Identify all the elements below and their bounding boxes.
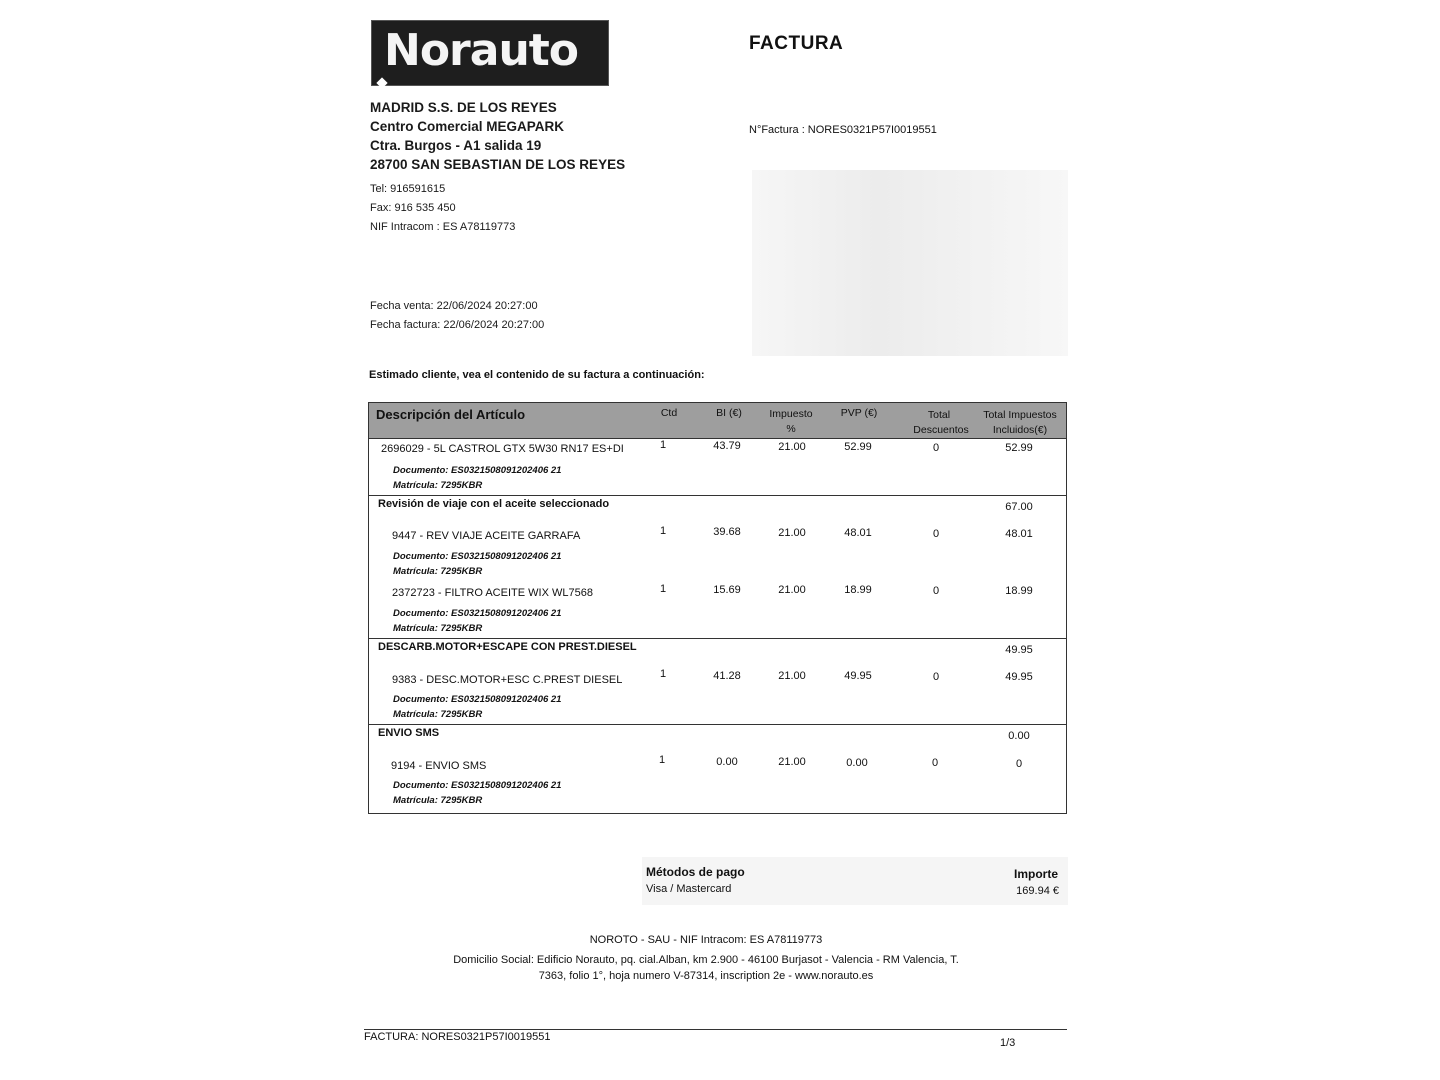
item-total: 48.01	[1005, 528, 1033, 540]
item-total: 49.95	[1005, 671, 1033, 683]
item-documento: Documento: ES0321508091202406 21	[393, 694, 562, 705]
item-tax: 21.00	[778, 527, 806, 539]
item-matricula: Matrícula: 7295KBR	[393, 795, 483, 806]
payment-block	[642, 857, 1068, 905]
logo-text: Norauto	[384, 25, 579, 76]
item-bi: 41.28	[713, 670, 741, 682]
footer-invoice-ref: FACTURA: NORES0321P57I0019551	[364, 1031, 551, 1043]
header-total-2: Incluidos(€)	[992, 424, 1048, 436]
norauto-logo	[371, 20, 609, 86]
intro-text: Estimado cliente, vea el contenido de su factura a continuación:	[369, 369, 705, 381]
invoice-date: Fecha factura: 22/06/2024 20:27:00	[370, 319, 545, 331]
store-address-line: Ctra. Burgos - A1 salida 19	[370, 138, 542, 153]
store-tel: Tel: 916591615	[370, 183, 446, 195]
item-documento: Documento: ES0321508091202406 21	[393, 780, 562, 791]
footer-company: NOROTO - SAU - NIF Intracom: ES A78119773	[589, 934, 823, 946]
item-description: 2372723 - FILTRO ACEITE WIX WL7568	[392, 587, 593, 599]
item-pvp: 18.99	[844, 584, 872, 596]
page-number: 1/3	[1000, 1037, 1016, 1049]
store-fax: Fax: 916 535 450	[370, 202, 456, 214]
item-pvp: 49.95	[844, 670, 872, 682]
table-header	[369, 403, 1066, 439]
item-qty: 1	[659, 668, 667, 680]
item-discount: 0	[932, 528, 940, 540]
payment-method: Visa / Mastercard	[646, 883, 732, 895]
document-title: FACTURA	[749, 33, 844, 54]
header-discounts-2: Descuentos	[913, 424, 969, 436]
item-matricula: Matrícula: 7295KBR	[393, 566, 483, 577]
redacted-customer-block	[752, 170, 1068, 356]
group-total: 67.00	[1005, 501, 1033, 513]
header-total: Total Impuestos	[983, 409, 1057, 421]
row-divider	[369, 638, 1066, 639]
group-total: 0.00	[1008, 730, 1030, 742]
item-qty: 1	[659, 439, 667, 451]
payment-methods-label: Métodos de pago	[646, 865, 745, 879]
items-table	[368, 402, 1067, 814]
item-total: 18.99	[1005, 585, 1033, 597]
logo-mark-icon	[376, 77, 387, 88]
sale-date: Fecha venta: 22/06/2024 20:27:00	[370, 300, 538, 312]
item-qty: 1	[658, 754, 666, 766]
item-matricula: Matrícula: 7295KBR	[393, 623, 483, 634]
item-bi: 43.79	[713, 440, 741, 452]
store-address-line: Centro Comercial MEGAPARK	[370, 119, 565, 134]
item-description: 9447 - REV VIAJE ACEITE GARRAFA	[392, 530, 581, 542]
item-discount: 0	[932, 442, 940, 454]
item-pvp: 48.01	[844, 527, 872, 539]
item-qty: 1	[659, 525, 667, 537]
item-matricula: Matrícula: 7295KBR	[393, 480, 483, 491]
header-pvp: PVP (€)	[840, 407, 878, 419]
item-discount: 0	[932, 585, 940, 597]
header-discounts: Total	[927, 409, 951, 421]
header-description: Descripción del Artículo	[376, 407, 526, 422]
item-bi: 39.68	[713, 526, 741, 538]
item-description: 9383 - DESC.MOTOR+ESC C.PREST DIESEL	[392, 674, 623, 686]
group-label: Revisión de viaje con el aceite seleccionado	[378, 498, 610, 510]
item-pvp: 0.00	[846, 757, 868, 769]
item-pvp: 52.99	[844, 441, 872, 453]
item-tax: 21.00	[778, 584, 806, 596]
header-qty: Ctd	[660, 407, 678, 419]
item-total: 52.99	[1005, 442, 1033, 454]
item-discount: 0	[932, 671, 940, 683]
header-tax-pct: %	[786, 423, 796, 435]
store-nif: NIF Intracom : ES A78119773	[370, 221, 516, 233]
item-documento: Documento: ES0321508091202406 21	[393, 465, 562, 476]
item-bi: 15.69	[713, 584, 741, 596]
item-bi: 0.00	[716, 756, 738, 768]
item-tax: 21.00	[778, 441, 806, 453]
group-label: ENVIO SMS	[378, 727, 440, 739]
item-documento: Documento: ES0321508091202406 21	[393, 551, 562, 562]
footer-rule	[364, 1029, 1067, 1030]
store-address-line: 28700 SAN SEBASTIAN DE LOS REYES	[370, 157, 626, 172]
row-divider	[369, 724, 1066, 725]
item-matricula: Matrícula: 7295KBR	[393, 709, 483, 720]
item-description: 9194 - ENVIO SMS	[391, 760, 487, 772]
row-divider	[369, 495, 1066, 496]
item-total: 0	[1015, 758, 1023, 770]
amount-label: Importe	[1013, 867, 1058, 881]
item-tax: 21.00	[778, 670, 806, 682]
header-bi: BI (€)	[716, 407, 742, 419]
group-label: DESCARB.MOTOR+ESCAPE CON PREST.DIESEL	[378, 641, 637, 653]
item-documento: Documento: ES0321508091202406 21	[393, 608, 562, 619]
header-tax: Impuesto	[769, 408, 813, 420]
amount-total: 169.94 €	[1016, 885, 1059, 897]
item-tax: 21.00	[778, 756, 806, 768]
item-qty: 1	[659, 583, 667, 595]
item-discount: 0	[931, 757, 939, 769]
store-name: MADRID S.S. DE LOS REYES	[370, 100, 557, 115]
footer-address: Domicilio Social: Edificio Norauto, pq. cial.Alban, km 2.900 - 46100 Burjasot - Valencia - RM Valencia, T. 7363, folio 1°, hoja numero V-87314, inscription 2e - www.norauto.es	[453, 954, 959, 982]
group-total: 49.95	[1005, 644, 1033, 656]
invoice-number: N°Factura : NORES0321P57I0019551	[749, 124, 937, 136]
item-description: 2696029 - 5L CASTROL GTX 5W30 RN17 ES+DI	[381, 443, 624, 455]
